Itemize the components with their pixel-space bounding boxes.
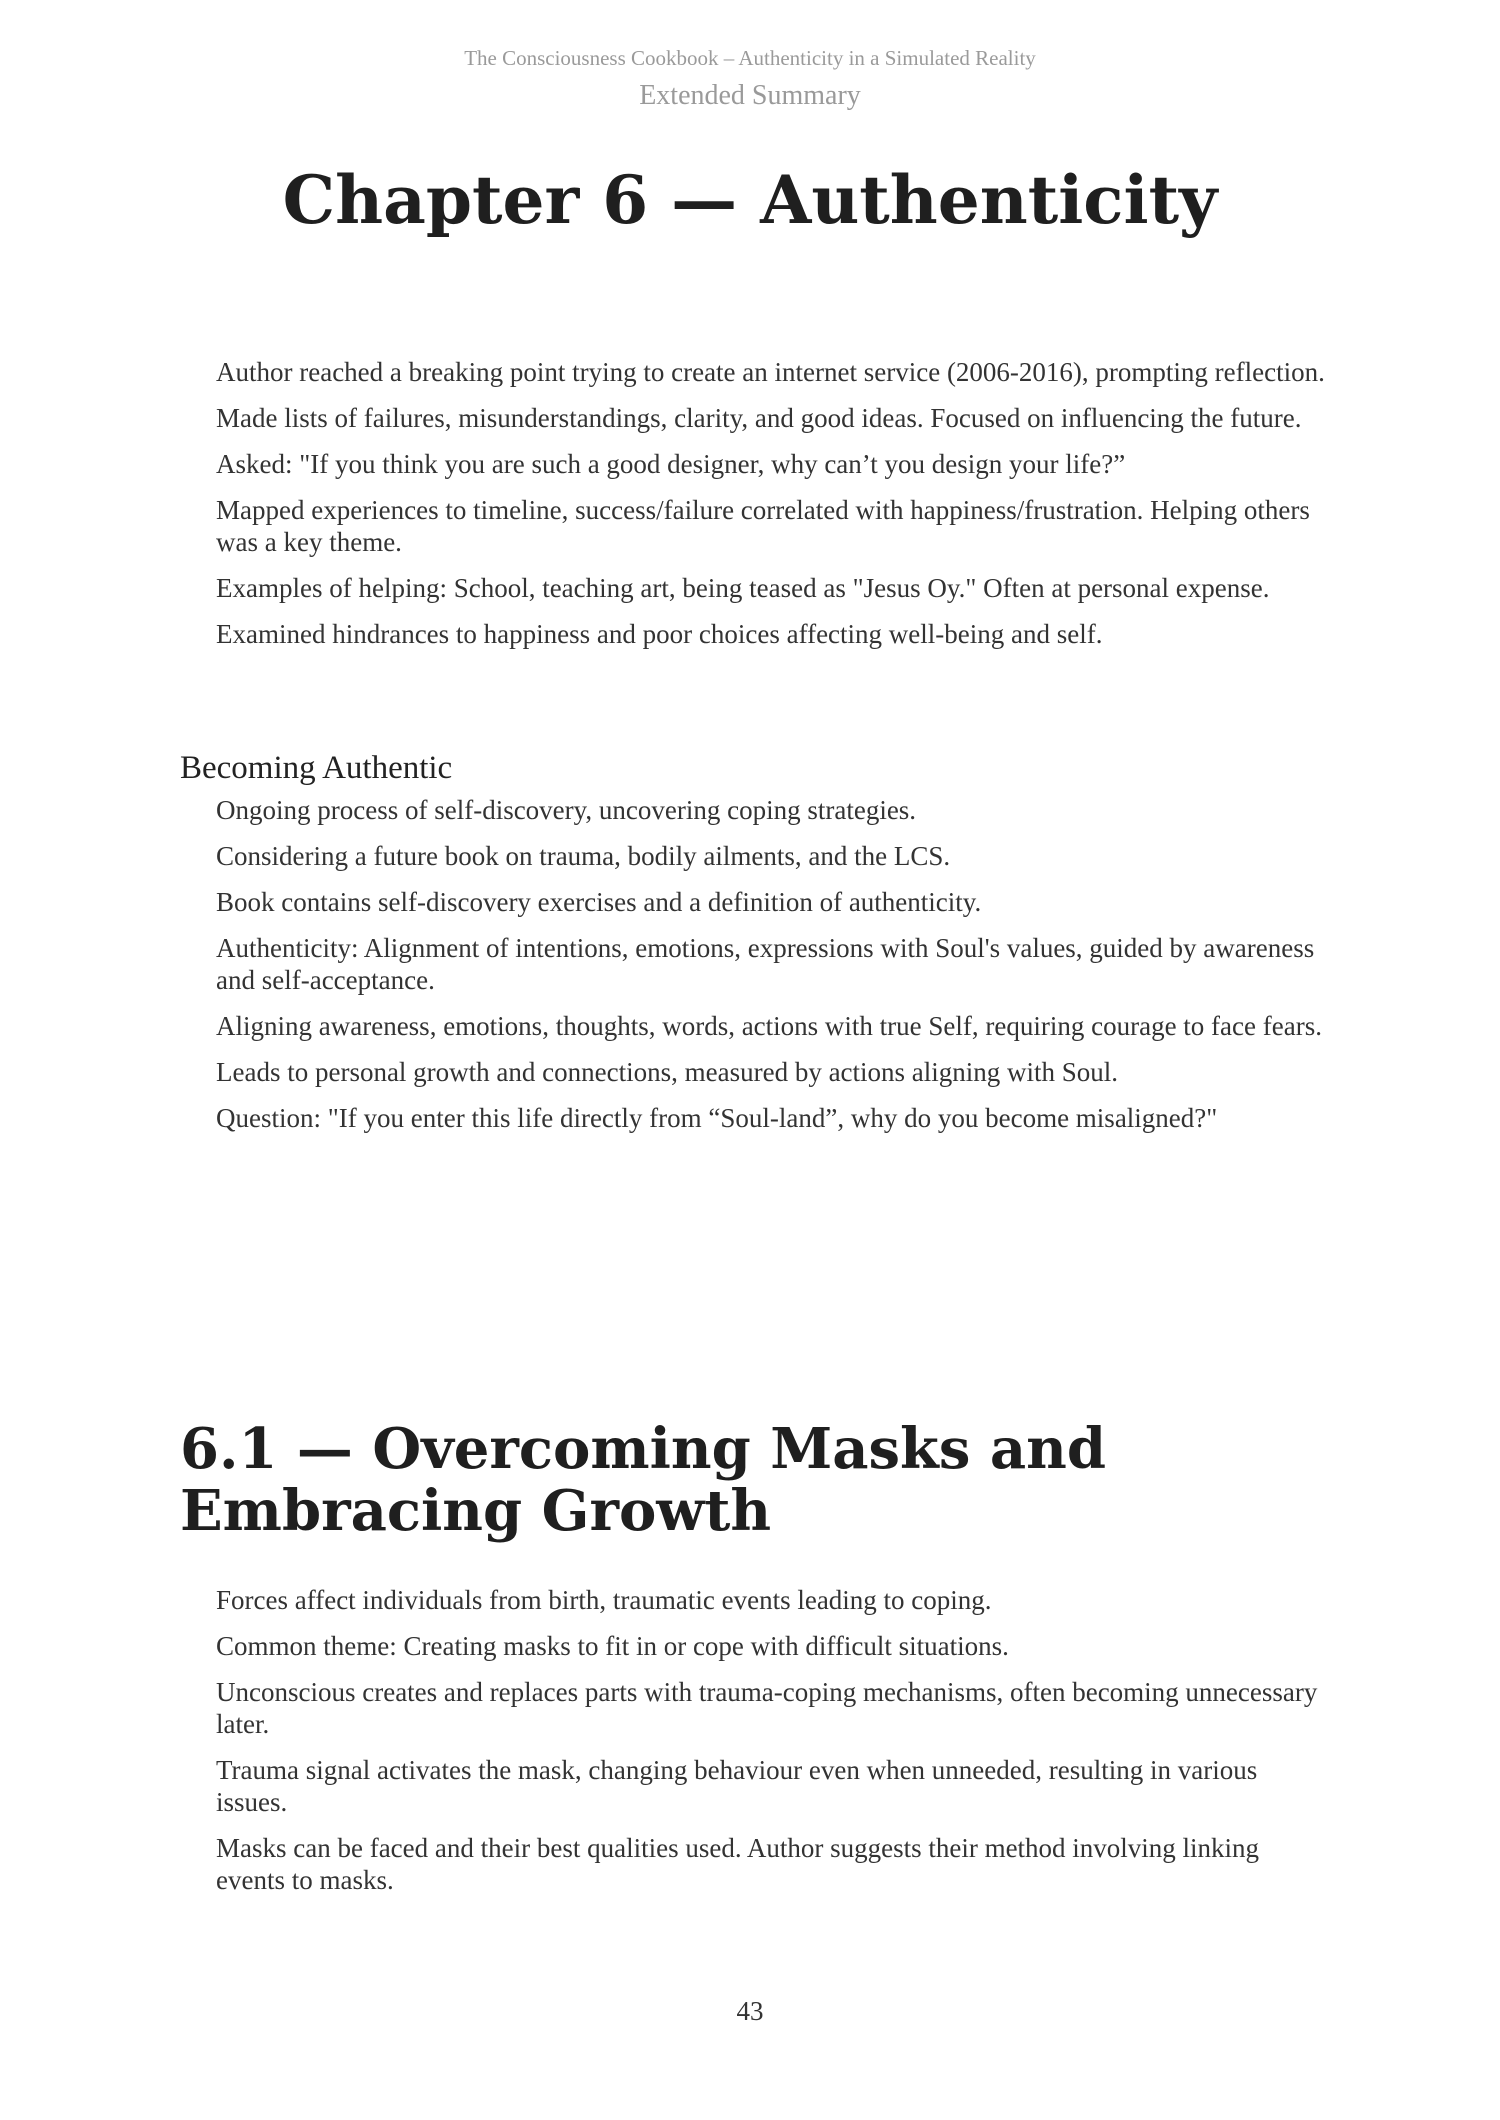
list-item: Common theme: Creating masks to fit in or cope with difficult situations. <box>216 1631 1009 1661</box>
list-item: Author reached a breaking point trying to create an internet service (2006-2016), prompting reflection. <box>216 357 1325 387</box>
list-item: Trauma signal activates the mask, changing behaviour even when unneeded, resulting in various issues. <box>216 1755 1258 1817</box>
section-6-1-list <box>0 1584 1326 1896</box>
book-title: The Consciousness Cookbook – Authenticity in a Simulated Reality <box>464 46 1036 70</box>
list-item: Masks can be faced and their best qualities used. Author suggests their method involving linking events to masks. <box>216 1833 1260 1895</box>
becoming-authentic-section <box>0 748 1500 1148</box>
list-item: Examined hindrances to happiness and poor choices affecting well-being and self. <box>216 619 1103 649</box>
chapter-intro <box>0 356 1500 664</box>
list-item: Made lists of failures, misunderstandings, clarity, and good ideas. Focused on influencing the future. <box>216 403 1302 433</box>
list-item: Authenticity: Alignment of intentions, emotions, expressions with Soul's values, guided by awareness and self-acceptance. <box>216 933 1315 995</box>
list-item: Asked: "If you think you are such a good designer, why can’t you design your life?” <box>216 449 1126 479</box>
chapter-title: Chapter 6 — Authenticity <box>282 161 1218 239</box>
list-item: Unconscious creates and replaces parts with trauma-coping mechanisms, often becoming unnecessary later. <box>216 1677 1318 1739</box>
list-item: Aligning awareness, emotions, thoughts, words, actions with true Self, requiring courage to face fears. <box>216 1011 1322 1041</box>
list-item: Leads to personal growth and connections, measured by actions aligning with Soul. <box>216 1057 1119 1087</box>
page-number: 43 <box>736 1996 764 2026</box>
header-subtitle: Extended Summary <box>639 80 861 111</box>
list-item: Forces affect individuals from birth, traumatic events leading to coping. <box>216 1585 992 1615</box>
section-heading: 6.1 — Overcoming Masks and Embracing Growth <box>180 1416 1106 1544</box>
list-item: Ongoing process of self-discovery, uncovering coping strategies. <box>216 795 917 825</box>
list-item: Considering a future book on trauma, bodily ailments, and the LCS. <box>216 841 951 871</box>
list-item: Examples of helping: School, teaching art, being teased as "Jesus Oy." Often at personal expense. <box>216 573 1270 603</box>
intro-list <box>0 356 1326 650</box>
list-item: Question: "If you enter this life directly from “Soul-land”, why do you become misaligned?" <box>216 1103 1218 1133</box>
list-item: Book contains self-discovery exercises and a definition of authenticity. <box>216 887 982 917</box>
becoming-authentic-list <box>0 794 1326 1134</box>
subsection-heading: Becoming Authentic <box>180 750 453 786</box>
running-header <box>0 44 1500 114</box>
list-item: Mapped experiences to timeline, success/failure correlated with happiness/frustration. Helping others was a key theme. <box>216 495 1310 557</box>
section-6-1-body <box>0 1584 1500 1910</box>
